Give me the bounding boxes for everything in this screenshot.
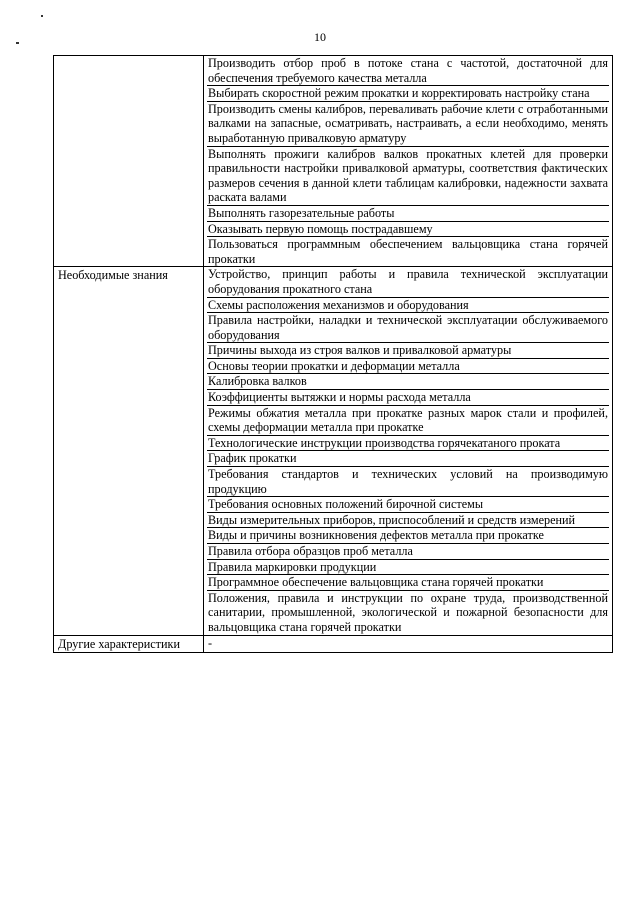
list-item: Технологические инструкции производства горячекатаного проката	[207, 436, 609, 452]
page-number: 10	[314, 30, 326, 44]
list-item: Производить смены калибров, переваливать рабочие клети с отработанными валками на запасные, осматривать, настраивать, а если необходимо, менять выработанную привалковую арматуру	[208, 101, 608, 145]
list-item: Оказывать первую помощь пострадавшему	[207, 222, 609, 238]
list-item: Требования основных положений бирочной системы	[207, 497, 609, 513]
list-item: График прокатки	[207, 451, 609, 467]
list-item: Правила отбора образцов проб металла	[207, 544, 609, 560]
list-item: Программное обеспечение вальцовщика стана горячей прокатки	[207, 575, 609, 591]
table-row	[54, 635, 613, 653]
scan-speck	[41, 15, 43, 17]
list-item: Выбирать скоростной режим прокатки и корректировать настройку стана	[207, 86, 609, 102]
list-item: Правила маркировки продукции	[207, 560, 609, 576]
row-items	[204, 267, 613, 635]
row-label: Другие характеристики	[54, 635, 204, 653]
list-item: Схемы расположения механизмов и оборудования	[207, 298, 609, 314]
list-item: Коэффициенты вытяжки и нормы расхода металла	[207, 390, 609, 406]
list-item: Виды и причины возникновения дефектов металла при прокатке	[207, 528, 609, 544]
row-label	[54, 56, 204, 267]
list-item: Выполнять прожиги калибров валков прокатных клетей для проверки правильности настройки привалковой арматуры, соответствия фактических размеров сечения в данной клети таблицам калибровки, надежности захвата раската валами	[208, 146, 608, 205]
list-item: Основы теории прокатки и деформации металла	[207, 359, 609, 375]
list-item: Требования стандартов и технических условий на производимую продукцию	[208, 467, 608, 496]
list-item: Пользоваться программным обеспечением вальцовщика стана горячей прокатки	[208, 237, 608, 266]
list-item: Калибровка валков	[207, 374, 609, 390]
row-items	[204, 56, 613, 267]
table-row	[54, 56, 613, 267]
list-item: Причины выхода из строя валков и привалковой арматуры	[207, 343, 609, 359]
list-item: Правила настройки, наладки и технической эксплуатации обслуживаемого оборудования	[208, 313, 608, 342]
row-label: Необходимые знания	[54, 267, 204, 635]
table-row	[54, 267, 613, 635]
list-item: Положения, правила и инструкции по охране труда, производственной санитарии, промышленной, экологической и пожарной безопасности для вальцовщика стана горячей прокатки	[208, 590, 608, 634]
list-item: Виды измерительных приборов, приспособлений и средств измерений	[207, 513, 609, 529]
list-item: Производить отбор проб в потоке стана с частотой, достаточной для обеспечения требуемого качества металла	[208, 56, 608, 85]
requirements-table	[53, 55, 613, 653]
list-item: Выполнять газорезательные работы	[207, 206, 609, 222]
list-item: Режимы обжатия металла при прокатке разных марок стали и профилей, схемы деформации металла при прокатке	[208, 405, 608, 435]
list-item: Устройство, принцип работы и правила технической эксплуатации оборудования прокатного стана	[208, 267, 608, 296]
row-items	[204, 635, 613, 653]
list-item: -	[208, 635, 213, 650]
